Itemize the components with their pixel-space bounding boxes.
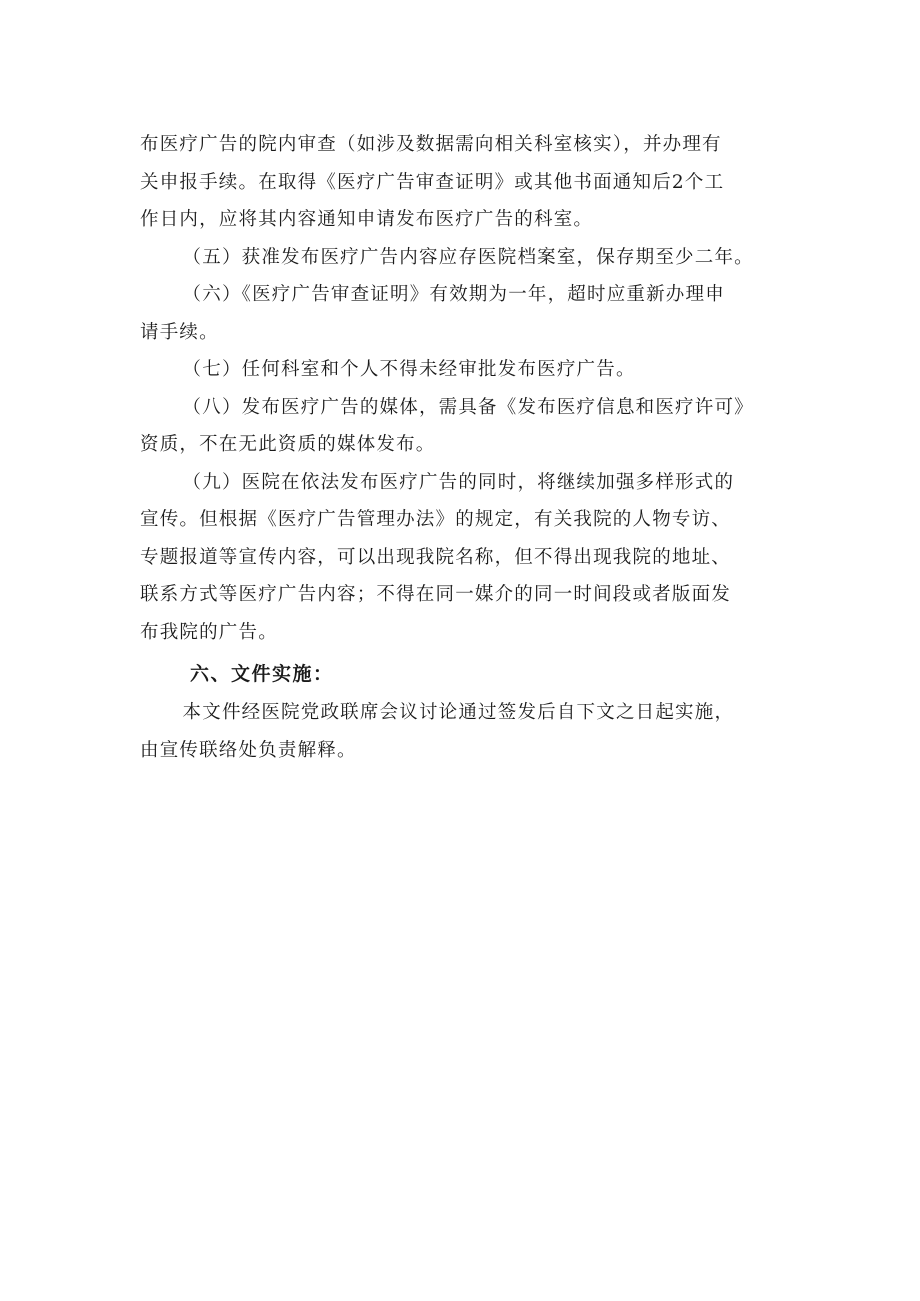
- text-line: 资质，不在无此资质的媒体发布。: [140, 434, 436, 455]
- text-line: 专题报道等宣传内容，可以出现我院名称，但不得出现我院的地址、: [140, 546, 732, 568]
- text-line: 联系方式等医疗广告内容；不得在同一媒介的同一时间段或者版面发: [140, 584, 732, 605]
- text-line: 布医疗广告的院内审查（如涉及数据需向相关科室核实），并办理有: [140, 134, 722, 155]
- text-line: （九）医院在依法发布医疗广告的同时，将继续加强多样形式的: [182, 471, 735, 493]
- text-line: （五）获准发布医疗广告内容应存医院档案室，保存期至少二年。: [182, 246, 754, 268]
- item-eight-paragraph: [140, 389, 800, 464]
- text-line: 布我院的广告。: [140, 621, 278, 643]
- section-heading: 六、文件实施：: [190, 663, 334, 685]
- item-five-paragraph: [140, 239, 800, 277]
- text-line: 关申报手续。在取得《医疗广告审查证明》或其他书面通知后2个工: [140, 171, 725, 193]
- item-seven-paragraph: [140, 351, 800, 389]
- closing-paragraph: [140, 694, 800, 769]
- text-line: （七）任何科室和个人不得未经审批发布医疗广告。: [182, 359, 636, 380]
- text-line: （八）发布医疗广告的媒体，需具备《发布医疗信息和医疗许可》: [182, 396, 754, 418]
- text-line: 本文件经医院党政联席会议讨论通过签发后自下文之日起实施，: [182, 702, 735, 723]
- text-line: 宣传。但根据《医疗广告管理办法》的规定，有关我院的人物专访、: [140, 509, 732, 530]
- document-body: [140, 126, 800, 769]
- text-line: 作日内，应将其内容通知申请发布医疗广告的科室。: [140, 209, 594, 230]
- text-line: 请手续。: [140, 321, 219, 343]
- item-nine-paragraph: [140, 464, 800, 652]
- continuation-paragraph: [140, 126, 800, 239]
- text-line: （六）《医疗广告审查证明》有效期为一年，超时应重新办理申: [182, 284, 725, 305]
- item-six-paragraph: [140, 276, 800, 351]
- text-line: 由宣传联络处负责解释。: [140, 739, 357, 761]
